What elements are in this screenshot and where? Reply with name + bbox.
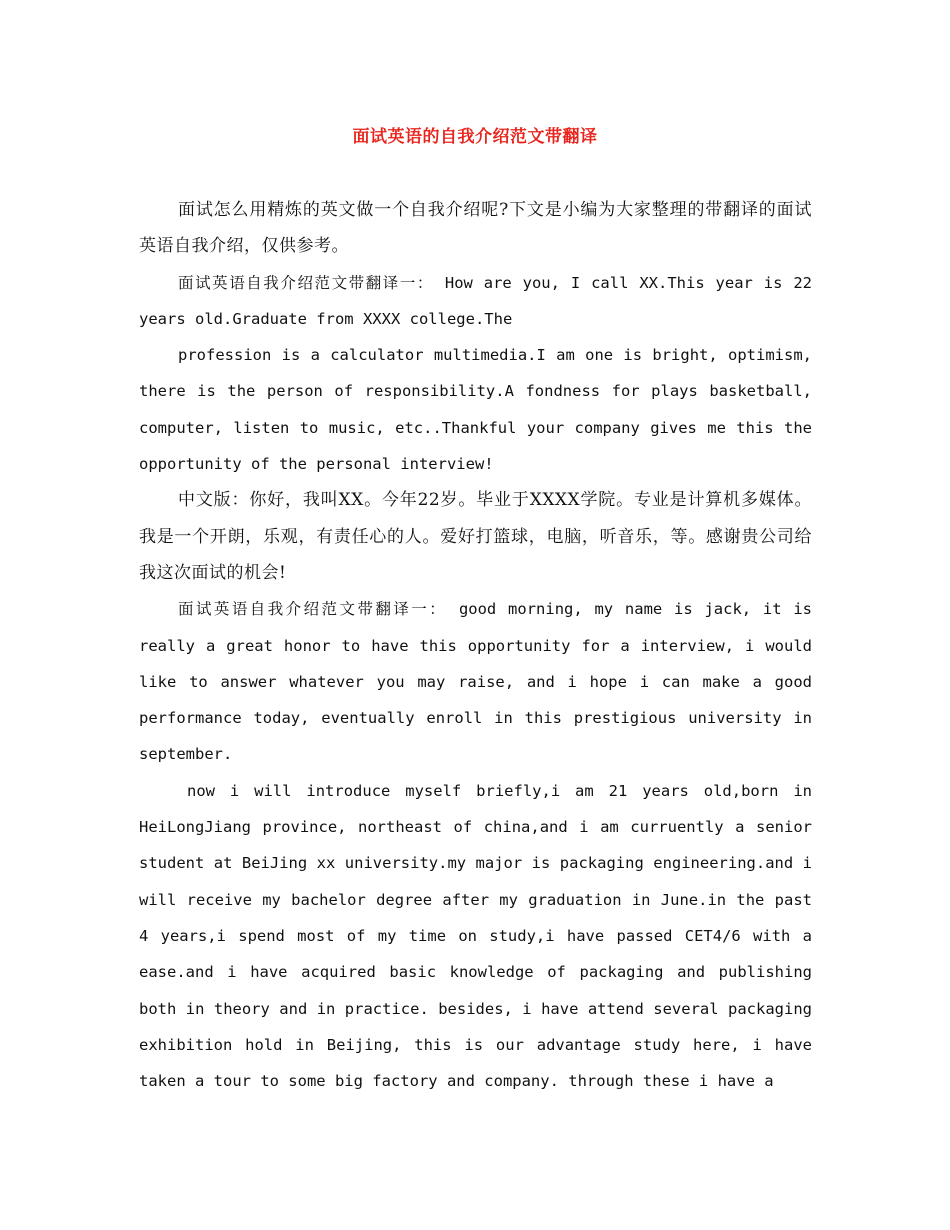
document-body (139, 192, 812, 1099)
paragraph-example-1-body: profession is a calculator multimedia.I am one is bright, optimism, there is the person of responsibility.A fondness for plays basketball, computer, listen to music, etc..Thankful your company gives me this the opportunity of the personal interview! (139, 346, 812, 474)
paragraph-example-1-start: 面试英语自我介绍范文带翻译一： How are you, I call XX.This year is 22 years old.Graduate from XXXX college.The (139, 273, 812, 328)
paragraph-intro: 面试怎么用精炼的英文做一个自我介绍呢?下文是小编为大家整理的带翻译的面试英语自我介绍，仅供参考。 (139, 200, 812, 257)
paragraph-chinese-version: 中文版：你好，我叫XX。今年22岁。毕业于XXXX学院。专业是计算机多媒体。我是一个开朗，乐观，有责任心的人。爱好打篮球，电脑，听音乐，等。感谢贵公司给我这次面试的机会! (139, 490, 812, 583)
paragraph-example-2: 面试英语自我介绍范文带翻译一： good morning, my name is jack, it is really a great honor to have this opportunity for a interview, i would like to answer whatever you may raise, and i hope i can make a good performance today, eventually enroll in this prestigious university in september. (139, 600, 812, 764)
document-title: 面试英语的自我介绍范文带翻译 (352, 127, 598, 147)
paragraph-example-2-continued: now i will introduce myself briefly,i am 21 years old,born in HeiLongJiang province, northeast of china,and i am curruently a senior student at BeiJing xx university.my major is packaging engineering.and i will receive my bachelor degree after my graduation in June.in the past 4 years,i spend most of my time on study,i have passed CET4/6 with a ease.and i have acquired basic knowledge of packaging and publishing both in theory and in practice. besides, i have attend several packaging exhibition hold in Beijing, this is our advantage study here, i have taken a tour to some big factory and company. through these i have a (139, 781, 812, 1091)
